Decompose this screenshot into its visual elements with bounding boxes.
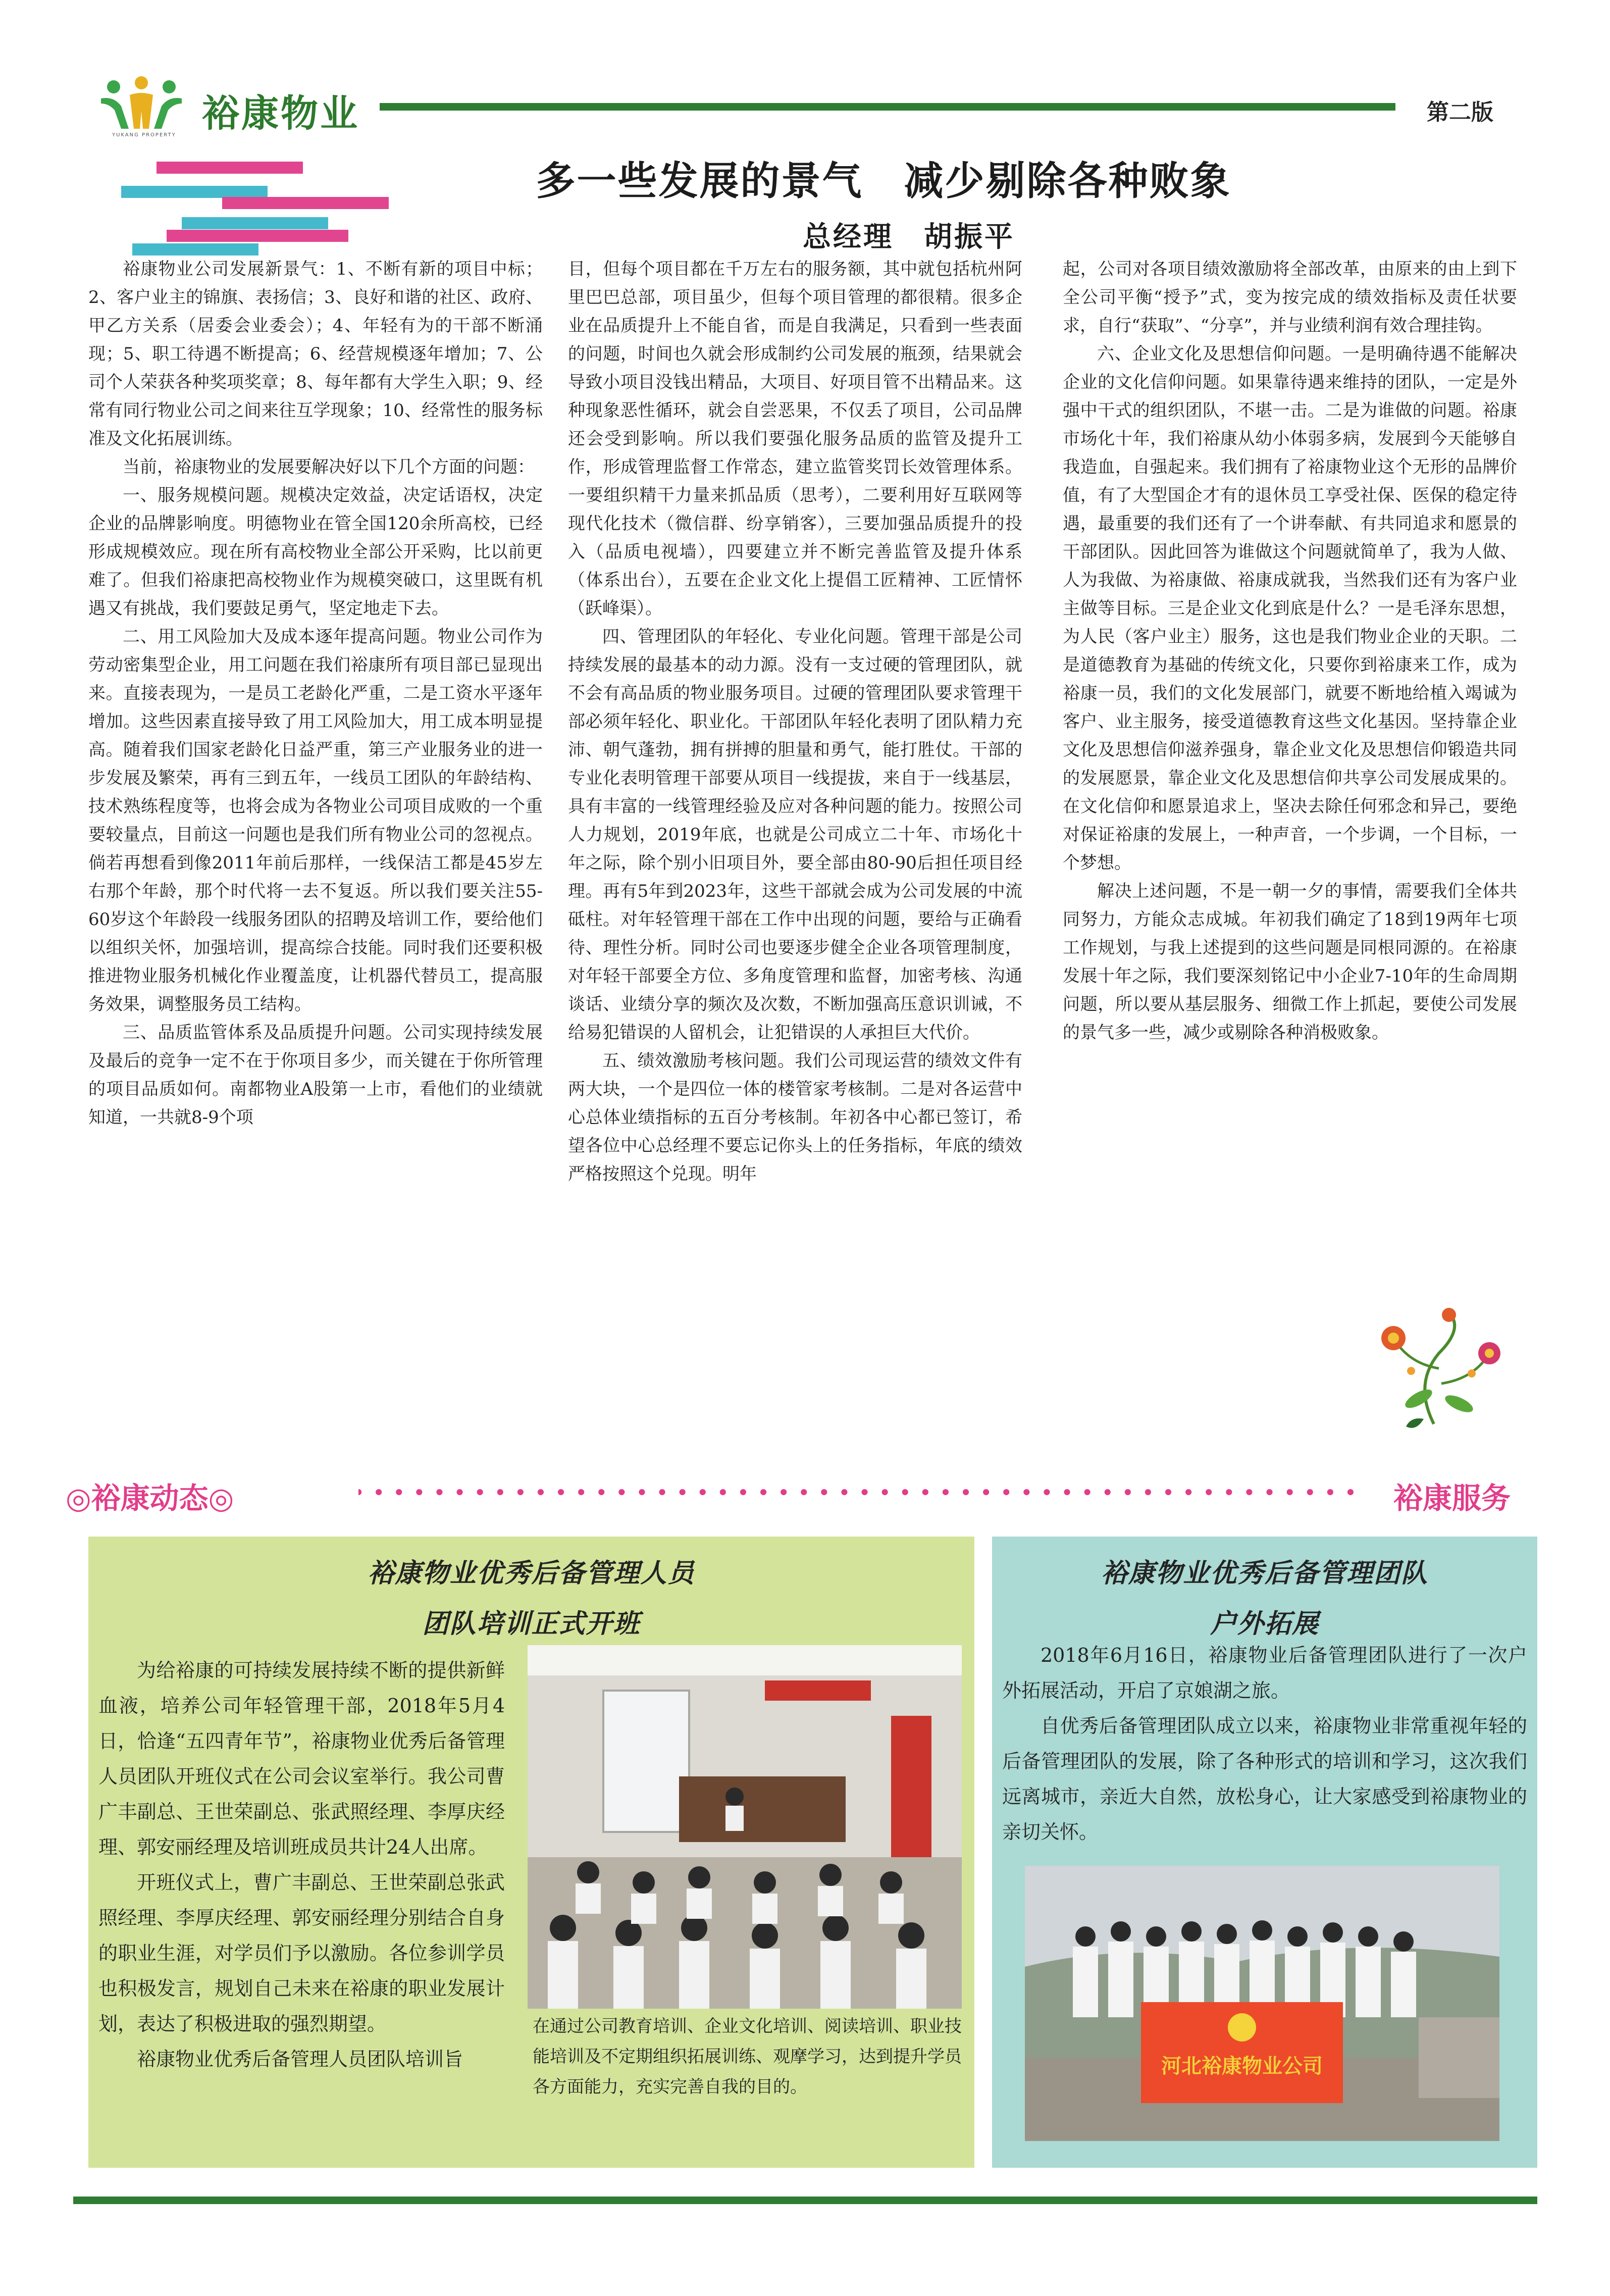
edition-label: 第二版 — [1427, 99, 1493, 125]
news-title-line1: 裕康物业优秀后备管理团队 — [1101, 1558, 1428, 1589]
paragraph: 自优秀后备管理团队成立以来，裕康物业非常重视年轻的后备管理团队的发展，除了各种形式的培训和学习，这次我们远离城市，亲近大自然，放松身心，让大家感受到裕康物业的亲切关怀。 — [1002, 1715, 1527, 1843]
paragraph: 解决上述问题，不是一朝一夕的事情，需要我们全体共同努力，方能众志成城。年初我们确定了18到19两年七项工作规划，与我上述提到的这些问题是同根同源的。在裕康发展十年之际，我们要深刻铭记中小企业7-10年的生命周期问题，所以要从基层服务、细微工作上抓起，要使公司发展的景气多一些，减少或剔除各种消极败象。 — [1063, 881, 1517, 1043]
outdoor-group-photo — [1025, 1866, 1499, 2141]
paragraph: 六、企业文化及思想信仰问题。一是明确待遇不能解决企业的文化信仰问题。如果靠待遇来维持的团队，一定是外强中干式的组织团队，不堪一击。二是为谁做的问题。裕康市场化十年，我们裕康从幼小体弱多病，发展到今天能够自我造血，自强起来。我们拥有了裕康物业这个无形的品牌价值，有了大型国企才有的退休员工享受社保、医保的稳定待遇，最重要的我们还有了一个讲奉献、有共同追求和愿景的干部团队。因此回答为谁做这个问题就简单了，我为人做、人为我做、为裕康做、裕康成就我，当然我们还有为客户业主做等目标。三是企业文化到底是什么？一是毛泽东思想，为人民（客户业主）服务，这也是我们物业企业的天职。二是道德教育为基础的传统文化，只要你到裕康来工作，成为裕康一员，我们的文化发展部门，就要不断地给植入竭诚为客户、业主服务，接受道德教育这些文化基因。坚持靠企业文化及思想信仰滋养强身，靠企业文化及思想信仰锻造共同的发展愿景，靠企业文化及思想信仰共享公司发展成果的。在文化信仰和愿景追求上，坚决去除任何邪念和异己，要绝对保证裕康的发展上，一种声音，一个步调，一个目标，一个梦想。 — [1063, 344, 1517, 873]
paragraph: 为给裕康的可持续发展持续不断的提供新鲜血液，培养公司年轻管理干部，2018年5月4日，恰逢“五四青年节”，裕康物业优秀后备管理人员团队开班仪式在公司会议室举行。我公司曹广丰副总、王世荣副总、张武照经理、李厚庆经理、郭安丽经理及培训班成员共计24人出席。 — [98, 1659, 505, 1858]
section-title-left: ◎裕康动态◎ — [66, 1481, 234, 1515]
news-body — [1002, 1638, 1527, 1850]
paragraph: 三、品质监管体系及品质提升问题。公司实现持续发展及最后的竞争一定不在于你项目多少，而关键在于你所管理的项目品质如何。南都物业A股第一上市，看他们的业绩就知道，一共就8-9个项 — [88, 1023, 543, 1128]
article-column-3 — [1063, 255, 1517, 1047]
paragraph: 起，公司对各项目绩效激励将全部改革，由原来的由上到下全公司平衡“授予”式，变为按完成的绩效指标及责任状要求，自行“获取”、“分享”，并与业绩利润有效合理挂钩。 — [1063, 259, 1517, 336]
company-logo-icon — [98, 76, 184, 136]
paragraph: 2018年6月16日，裕康物业后备管理团队进行了一次户外拓展活动，开启了京娘湖之旅。 — [1002, 1644, 1527, 1702]
paragraph: 四、管理团队的年轻化、专业化问题。管理干部是公司持续发展的最基本的动力源。没有一支过硬的管理团队，就不会有高品质的物业服务项目。过硬的管理团队要求管理干部必须年轻化、职业化。干部团队年轻化表明了团队精力充沛、朝气蓬勃，拥有拼搏的胆量和勇气，能打胜仗。干部的专业化表明管理干部要从项目一线提拔，来自于一线基层，具有丰富的一线管理经验及应对各种问题的能力。按照公司人力规划，2019年底，也就是公司成立二十年、市场化十年之际，除个别小旧项目外，要全部由80-90后担任项目经理。再有5年到2023年，这些干部就会成为公司发展的中流砥柱。对年轻管理干部在工作中出现的问题，要给与正确看待、理性分析。同时公司也要逐步健全企业各项管理制度，对年轻干部要全方位、多角度管理和监督，加密考核、沟通谈话、业绩分享的频次及次数，不断加强高压意识训诫，不给易犯错误的人留机会，让犯错误的人承担巨大代价。 — [568, 627, 1022, 1043]
news-title-line2: 户外拓展 — [1210, 1608, 1319, 1639]
banner-text: 河北裕康物业公司 — [1161, 2055, 1323, 2078]
news-title-line1: 裕康物业优秀后备管理人员 — [368, 1558, 695, 1589]
brand-name: 裕康物业 — [202, 92, 359, 135]
paragraph: 当前，裕康物业的发展要解决好以下几个方面的问题： — [123, 457, 535, 477]
article-headline: 多一些发展的景气 减少剔除各种败象 — [536, 158, 1231, 204]
photo-caption — [533, 2011, 962, 2102]
paragraph: 开班仪式上，曹广丰副总、王世荣副总张武照经理、李厚庆经理、郭安丽经理分别结合自身的职业生涯，对学员们予以激励。各位参训学员也积极发言，规划自己未来在裕康的职业发展计划，表达了积极进取的强烈期望。 — [98, 1871, 505, 2035]
news-box-training — [88, 1537, 974, 2168]
caption-text: 在通过公司教育培训、企业文化培训、阅读培训、职业技能培训及不定期组织拓展训练、观摩学习，达到提升学员各方面能力，充实完善自我的目的。 — [533, 2016, 962, 2097]
floral-ornament-icon — [1363, 1308, 1504, 1434]
training-meeting-photo — [528, 1645, 962, 2009]
paragraph: 目，但每个项目都在千万左右的服务额，其中就包括杭州阿里巴巴总部，项目虽少，但每个项目管理的都很精。很多企业在品质提升上不能自省，而是自我满足，只看到一些表面的问题，时间也久就会形成制约公司发展的瓶颈，结果就会导致小项目没钱出精品，大项目、好项目管不出精品来。这种现象恶性循环，就会自尝恶果，不仅丢了项目，公司品牌还会受到影响。所以我们要强化服务品质的监管及提升工作，形成管理监督工作常态，建立监管奖罚长效管理体系。一要组织精干力量来抓品质（思考），二要利用好互联网等现代化技术（微信群、纷享销客），三要加强品质提升的投入（品质电视墙），四要建立并不断完善监管及提升体系（体系出台），五要在企业文化上提倡工匠精神、工匠情怀（跃峰渠）。 — [568, 259, 1022, 619]
article-column-2 — [568, 255, 1022, 1188]
paragraph: 二、用工风险加大及成本逐年提高问题。物业公司作为劳动密集型企业，用工问题在我们裕康所有项目部已显现出来。直接表现为，一是员工老龄化严重，二是工资水平逐年增加。这些因素直接导致了用工风险加大，用工成本明显提高。随着我们国家老龄化日益严重，第三产业服务业的进一步发展及繁荣，再有三到五年，一线员工团队的年龄结构、技术熟练程度等，也将会成为各物业公司项目成败的一个重要较量点，目前这一问题也是我们所有物业公司的忽视点。倘若再想看到像2011年前后那样，一线保洁工都是45岁左右那个年龄，那个时代将一去不复返。所以我们要关注55-60岁这个年龄段一线服务团队的招聘及培训工作，要给他们以组织关怀，加强培训，提高综合技能。同时我们还要积极推进物业服务机械化作业覆盖度，让机器代替员工，提高服务效果，调整服务员工结构。 — [88, 627, 543, 1014]
dotted-divider — [358, 1479, 1368, 1505]
news-box-outdoor — [992, 1537, 1537, 2168]
paragraph: 五、绩效激励考核问题。我们公司现运营的绩效文件有两大块，一个是四位一体的楼管家考核制。二是对各运营中心总体业绩指标的五百分考核制。年初各中心都已签订，希望各位中心总经理不要忘记你头上的任务指标，年底的绩效严格按照这个兑现。明年 — [568, 1051, 1022, 1184]
footer-rule — [73, 2197, 1537, 2204]
article-column-1 — [88, 255, 543, 1132]
paragraph: 裕康物业优秀后备管理人员团队培训旨 — [137, 2048, 463, 2070]
section-title-right: 裕康服务 — [1393, 1481, 1511, 1515]
news-title-line2: 团队培训正式开班 — [422, 1608, 641, 1639]
logo-subtitle: YUKANG PROPERTY — [112, 132, 176, 138]
news-body — [98, 1653, 505, 2077]
header-rule — [380, 103, 1395, 111]
paragraph: 裕康物业公司发展新景气：1、不断有新的项目中标；2、客户业主的锦旗、表扬信；3、良好和谐的社区、政府、甲乙方关系（居委会业委会）；4、年轻有为的干部不断涌现；5、职工待遇不断提高；6、经营规模逐年增加；7、公司个人荣获各种奖项奖章；8、每年都有大学生入职；9、经常有同行物业公司之间来往互学现象；10、经常性的服务标准及文化拓展训练。 — [88, 259, 543, 449]
article-byline: 总经理 胡振平 — [803, 220, 1015, 253]
paragraph: 一、服务规模问题。规模决定效益，决定话语权，决定企业的品牌影响度。明德物业在管全国120余所高校，已经形成规模效应。现在所有高校物业全部公开采购，比以前更难了。但我们裕康把高校物业作为规模突破口，这里既有机遇又有挑战，我们要鼓足勇气，坚定地走下去。 — [88, 485, 543, 619]
